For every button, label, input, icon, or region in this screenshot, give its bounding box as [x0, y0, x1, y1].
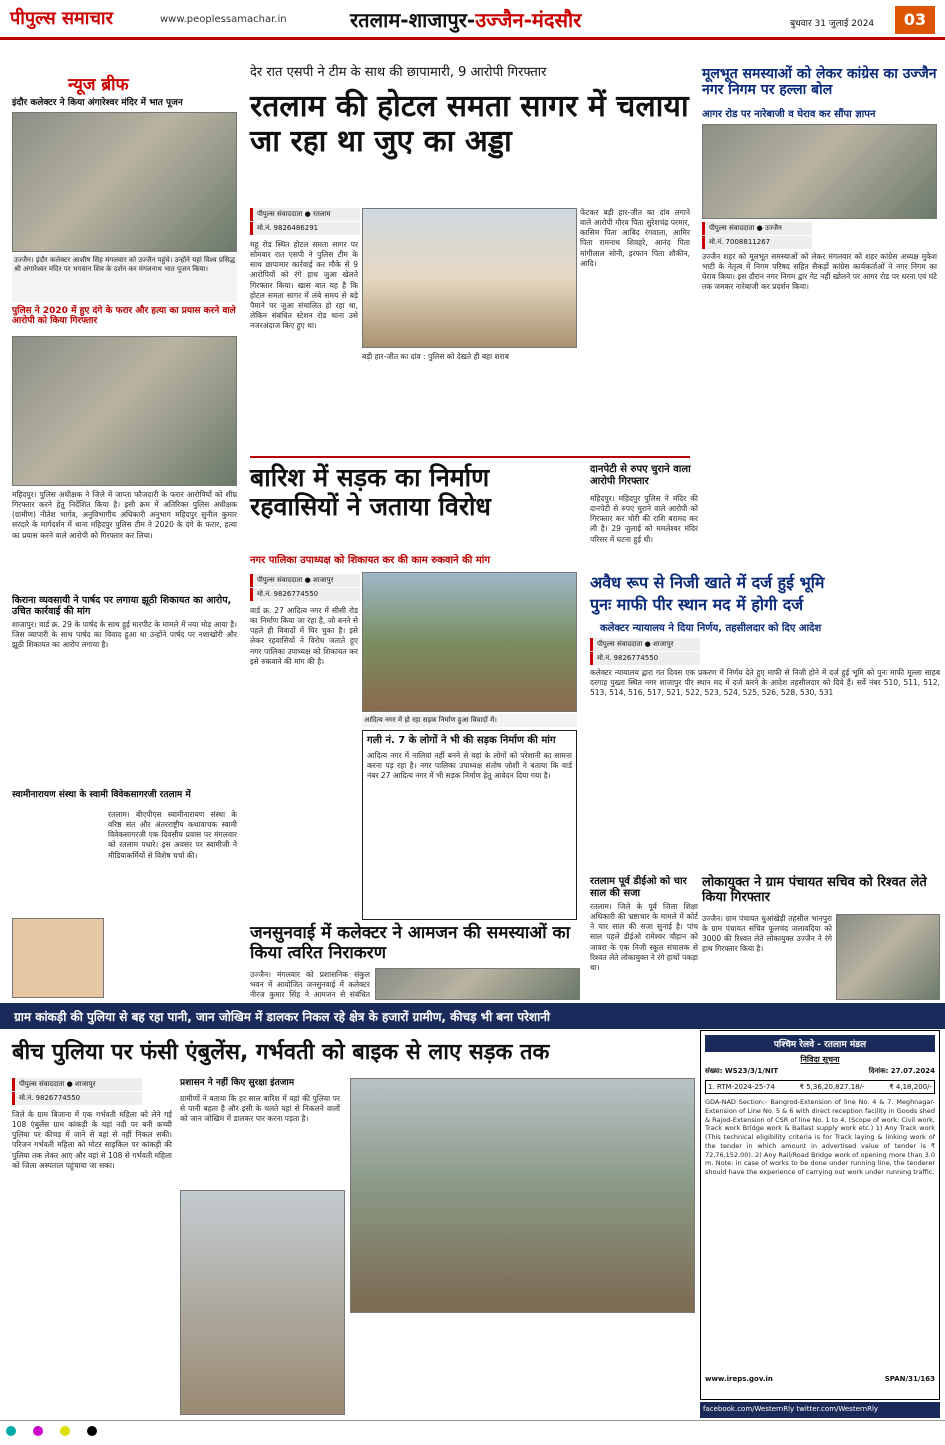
ambulance-mobile: मो.नं. 9826774550 [12, 1092, 142, 1105]
land-mobile: मो.नं. 9826774550 [590, 652, 700, 665]
edition-prefix: रतलाम-शाजापुर- [350, 8, 476, 32]
ad-title: पश्चिम रेलवे - रतलाम मंडल [705, 1035, 935, 1052]
road-body: वार्ड क्र. 27 आदित्य नगर में सीसी रोड का निर्माण किया जा रहा है, जो बनने से पहले ही विवादों में घिर चुका है। इसे लेकर रहवासियों ने विरोध जताते हुए नगर पालिका उपाध्यक्ष को शिकायत कर इसे रुकवाने की मांग की है। [250, 606, 358, 666]
brief-item3-headline: किराना व्यवसायी ने पार्षद पर लगाया झूठी शिकायत का आरोप, उचित कार्रवाई की मांग [12, 595, 232, 617]
ad-table-row [705, 1080, 935, 1094]
cyan-mark [6, 1426, 16, 1436]
lead-body-1: महू रोड स्थित होटल समता सागर पर सोमवार रात एसपी ने पुलिस टीम के साथ छापामार कार्रवाई कर मौके से 9 आरोपियों को रंगे हाथ जुआ खेलते गिरफ्तार किया। खास बात यह है कि होटल समता सागर में लंबे समय से बड़े पैमाने पर जुआ संचालित हो रहा था, लेकिन संबंधित स्टेशन रोड थाना उसे नजरअंदाज किए हुए था। [250, 240, 358, 330]
protest-photo [702, 124, 937, 219]
land-headline-1: अवैध रूप से निजी खाते में दर्ज हुई भूमि [590, 573, 825, 592]
ad-code: SPAN/31/163 [884, 1375, 935, 1383]
hearing-headline: जनसुनवाई में कलेक्टर ने आमजन की समस्याओं का किया त्वरित निराकरण [250, 923, 570, 963]
brief-item2-body: महिदपुर। पुलिस अधीक्षक ने जिले में जाप्ता फौजदारी के फरार आरोपियों को शीघ्र गिरफ्तार करने हेतु निर्देशित किया है। इसी क्रम में अतिरिक्त पुलिस अधीक्षक (ग्रामीण) नीतेश भार्गव, अनुविभागीय अधिकारी अनुभाग महिदपुर सुनील कुमार सरदारे के मार्गदर्शन में थाना महिदपुर पुलिस टीम ने 2020 के दंगे के फरार, हत्या का प्रयास करने वाले आरोपी को गिरफ्तार कर लिया। [12, 490, 237, 540]
police-photo [12, 336, 237, 486]
edition-title [350, 6, 581, 33]
lead-headline: रतलाम की होटल समता सागर में चलाया जा रहा था जुए का अड्डा [250, 89, 689, 159]
road-byline: पीपुल्स संवाददाता ● शाजापुर [250, 574, 360, 587]
ad-no: संख्या: WS23/3/1/NIT [705, 1067, 779, 1075]
land-body: कलेक्टर न्यायालय द्वारा गत दिवस एक प्रकरण में निर्णय देते हुए माफी से निजी होने में दर्ज हुई भूमि को पुनः माफी मूल्ला साहब दरगाह पुख्ता स्थित नगर शाजापुर पीर स्थान मद में दर्ज करने के आदेश तहसीलदार को दिये हैं। सर्वे नंबर 510, 511, 512, 513, 514, 516, 517, 521, 522, 523, 524, 525, 526, 528, 530, 531 [590, 668, 940, 698]
brand-name: पीपुल्स समाचार [10, 8, 113, 29]
congress-headline: मूलभूत समस्याओं को लेकर कांग्रेस का उज्जैन नगर निगम पर हल्ला बोल [702, 66, 937, 99]
brief-item2-headline: पुलिस ने 2020 में हुए दंगे के फरार और हत्या का प्रयास करने वाले आरोपी को किया गिरफ्तार [12, 306, 236, 327]
ad-subtitle: निविदा सूचना [800, 1055, 840, 1064]
deo-body: रतलाम। जिले के पूर्व जिला शिक्षा अधिकारी की भ्रष्टाचार के मामले में कोर्ट ने चार साल की सजा सुनाई है। पांच साल पहले डीईओ रामेश्वर चौहान को जावरा के एक निजी स्कूल संचालक से रिश्वत लेते लोकायुक्त ने रंगे हाथों पकड़ा था। [590, 902, 698, 972]
brief-item4-headline: स्वामीनारायण संस्था के स्वामी विवेकसागरजी रतलाम में [12, 790, 191, 800]
land-headline-2: पुनः माफी पीर स्थान मद में होगी दर्ज [590, 595, 804, 614]
congress-byline: पीपुल्स संवाददाता ● उज्जैन [702, 222, 812, 235]
ambulance-photo [350, 1078, 695, 1313]
lead-mobile: मो.नं. 9826486291 [250, 222, 360, 235]
hearing-body: उज्जैन। मंगलवार को प्रशासनिक संकुल भवन में आयोजित जनसुनवाई में कलेक्टर नीरज कुमार सिंह ने आमजन से संबंधित [250, 970, 370, 1000]
brief-item4-body: रतलाम। बीएपीएस स्वामीनारायण संस्था के वरिष्ठ संत और अंतरराष्ट्रीय कथावाचक स्वामी विवेकसागरजी एक दिवसीय प्रवास पर मंगलवार को रतलाम पधारे। इस अवसर पर स्वामीजी ने मीडियाकर्मियों से विशेष चर्चा की। [108, 810, 237, 860]
edition-suffix: उज्जैन-मंदसौर [475, 8, 582, 32]
lead-kicker: देर रात एसपी ने टीम के साथ की छापामारी, 9 आरोपी गिरफ्तार [250, 65, 547, 80]
news-brief-title: न्यूज ब्रीफ [68, 75, 129, 95]
deo-headline: रतलाम पूर्व डीईओ को चार साल की सजा [590, 876, 687, 899]
road-mobile: मो.नं. 9826774550 [250, 588, 360, 601]
black-mark [87, 1426, 97, 1436]
theft-body: महिदपुर। महिदपुर पुलिस ने मंदिर की दानपेटी से रुपए चुराने वाले आरोपी को गिरफ्तार कर चोरी की राशि बरामद कर ली है। 29 जुलाई को ममलेश्वर मंदिर परिसर में घटना हुई थी। [590, 494, 698, 544]
brief-item1-caption: उज्जैन। इंदौर कलेक्टर आशीष सिंह मंगलवार को उज्जैन पहुंचे। उन्होंने यहां विश्व प्रसिद्ध श्री अंगारेश्वर मंदिर पर भगवान शिव के दर्शन कर मंगलनाथ भात पूजन किया। [12, 254, 237, 302]
print-footer [0, 1420, 945, 1445]
issue-date: बुधवार 31 जुलाई 2024 [790, 19, 875, 29]
ad-row-amount: ₹ 5,36,20,827.18/- [799, 1083, 865, 1091]
ad-date: दिनांक: 27.07.2024 [868, 1067, 935, 1075]
swami-photo [12, 918, 104, 998]
congress-subhead: आगर रोड पर नारेबाजी व घेराव कर सौंपा ज्ञापन [702, 109, 876, 120]
road-headline: बारिश में सड़क का निर्माण रहवासियों ने जताया विरोध [250, 463, 491, 521]
road-subhead: नगर पालिका उपाध्यक्ष को शिकायत कर की काम रुकवाने की मांग [250, 555, 491, 566]
ad-body: GDA-NAD Section:- Bangrod-Extension of line No. 4 & 7. Meghnagar-Extension of Line No. 5 & 6 with direct reception facility in Goods shed & Rajod-Extension of CSR of line No. 1 to 4. (Scope of work: Civil work, Track work Bridge work & Ballast supply work etc.) 1) Any Track work (This technical eligibility criteria is for Track laying & linking work of the tender in which amount in advertised value of tender is ₹ 72,76,152.00). 2) Any Rail/Road Bridge work of opening more than 3.0 m. Note: in case of works to be done under running line, the tenderer should have the experience of carrying out work under running traffic. [705, 1098, 935, 1177]
ambulance-headline: बीच पुलिया पर फंसी एंबुलेंस, गर्भवती को बाइक से लाए सड़क तक [12, 1040, 550, 1065]
congress-body: उज्जैन शहर को मूलभूत समस्याओं को लेकर मंगलवार को शहर कांग्रेस अध्यक्ष मुकेश भाटी के नेतृत्व में निगम परिषद सहित सैकड़ों कांग्रेस कार्यकर्ताओं ने नगर निगम का घेराव किया। इस दौरान नगर निगम द्वार गेट नहीं खोलने पर आगर रोड पर धरना एवं घंटे तक जमकर नारेबाजी कर प्रदर्शन किया। [702, 252, 937, 292]
land-byline: पीपुल्स संवाददाता ● शाजापुर [590, 638, 700, 651]
lokayukta-photo [836, 914, 940, 1000]
ad-row-id: 1. RTM-2024-25-74 [708, 1083, 775, 1091]
lead-tag: बड़ी हार-जीत का दांव : पुलिस को देखते ही बहा शराब [362, 352, 509, 361]
ambulance-banner: ग्राम कांकड़ी की पुलिया से बह रहा पानी, जान जोखिम में डालकर निकल रहे क्षेत्र के हजारों ग्रामीण, कीचड़ भी बना परेशानी [0, 1003, 945, 1029]
ambulance-side-body: ग्रामीणों ने बताया कि हर साल बारिश में यहां की पुलिया पर से पानी बहता है और इसी के चलते यहां से निकलने वालों को जान जोखिम में डालकर पार करना पड़ता है। [180, 1094, 340, 1124]
brief-item1-headline: इंदौर कलेक्टर ने किया अंगारेश्वर मंदिर में भात पूजन [12, 98, 183, 108]
road-caption: आदित्य नगर में हो रहा सड़क निर्माण हुआ विवादों में। [362, 714, 577, 727]
ad-meta [705, 1067, 935, 1076]
ad-social[interactable]: facebook.com/WesternRly twitter.com/WesternRly [700, 1402, 940, 1418]
site-url[interactable]: www.peoplessamachar.in [160, 14, 287, 25]
lead-body-2: फेंटकर बड़ी हार-जीत का दांव लगाने वाले आरोपी गौरव पिता सुरेशचंद्र परमार, कासिम पिता आबिद रंगवाला, आमिर पिता रामनाथ शिवहरे, आनंद पिता मांगीलाल सोनी, इरफान पिता शौकीन, आदि। [580, 208, 690, 268]
ad-footer-link[interactable]: www.ireps.gov.in [705, 1375, 773, 1383]
magenta-mark [33, 1426, 43, 1436]
theft-headline: दानपेटी से रुपए चुराने वाला आरोपी गिरफ्तार [590, 464, 691, 487]
ambulance-byline: पीपुल्स संवाददाता ● शाजापुर [12, 1078, 142, 1091]
temple-photo [12, 112, 237, 252]
road-sidebox [362, 730, 577, 920]
congress-mobile: मो.नं. 7008811267 [702, 236, 812, 249]
hotel-photo [362, 208, 577, 348]
divider [250, 456, 690, 458]
brief-item3-body: शाजापुर। वार्ड क्र. 29 के पार्षद के साथ हुई मारपीट के मामले में नया मोड़ आया है। जिस व्यापारी के साथ पार्षद का विवाद हुआ था उन्होंने पार्षद पर नशाखोरी और झूठी शिकायत का आरोप लगाया है। [12, 620, 237, 650]
ambulance-body: जिले के ग्राम बिजाना में एक गर्भवती महिला को लेने गई 108 एंबुलेंस ग्राम कांकड़ी के यहां नदी पर बनी कच्ची पुलिया पर कीचड़ में जाने से वहां से नहीं निकल सकी। परिजन गर्भवती महिला को मोटर साइकिल पर कांकड़ी की पुलिया तक लेकर आए और वहां से 108 से गर्भवती महिला को जिला अस्पताल पहुंचाया जा सका। [12, 1110, 172, 1170]
ad-row-emd: ₹ 4,18,200/- [889, 1083, 932, 1091]
road-photo [362, 572, 577, 712]
road-sidebox-body: आदित्य नगर में नालियां नहीं बनने से यहां के लोगों को परेशानी का सामना करना पड़ रहा है। नगर पालिका उपाध्यक्ष संतोष जोशी ने बताया कि वार्ड नंबर 27 आदित्य नगर में भी सड़क निर्माण हेतु आवेदन दिया गया है। [367, 750, 572, 780]
hearing-photo [375, 968, 580, 1000]
page-number: 03 [895, 6, 935, 34]
lokayukta-headline: लोकायुक्त ने ग्राम पंचायत सचिव को रिश्वत लेते किया गिरफ्तार [702, 875, 927, 905]
ambulance-side-headline: प्रशासन ने नहीं किए सुरक्षा इंतजाम [180, 1078, 295, 1088]
yellow-mark [60, 1426, 70, 1436]
land-subhead: कलेक्टर न्यायालय ने दिया निर्णय, तहसीलदार को दिए आदेश [600, 623, 822, 634]
bike-photo [180, 1190, 345, 1415]
road-sidebox-headline: गली नं. 7 के लोगों ने भी की सड़क निर्माण की मांग [367, 735, 556, 746]
lokayukta-body: उज्जैन। ग्राम पंचायत धुआंखेड़ी तहसील भानपुरा के ग्राम पंचायत सचिव फूलचंद जलावदिया को 3000 की रिश्वत लेते लोकायुक्त उज्जैन ने रंगे हाथ गिरफ्तार किया है। [702, 914, 832, 954]
lead-byline: पीपुल्स संवाददाता ● रतलाम [250, 208, 360, 221]
railway-tender-ad [700, 1030, 940, 1400]
